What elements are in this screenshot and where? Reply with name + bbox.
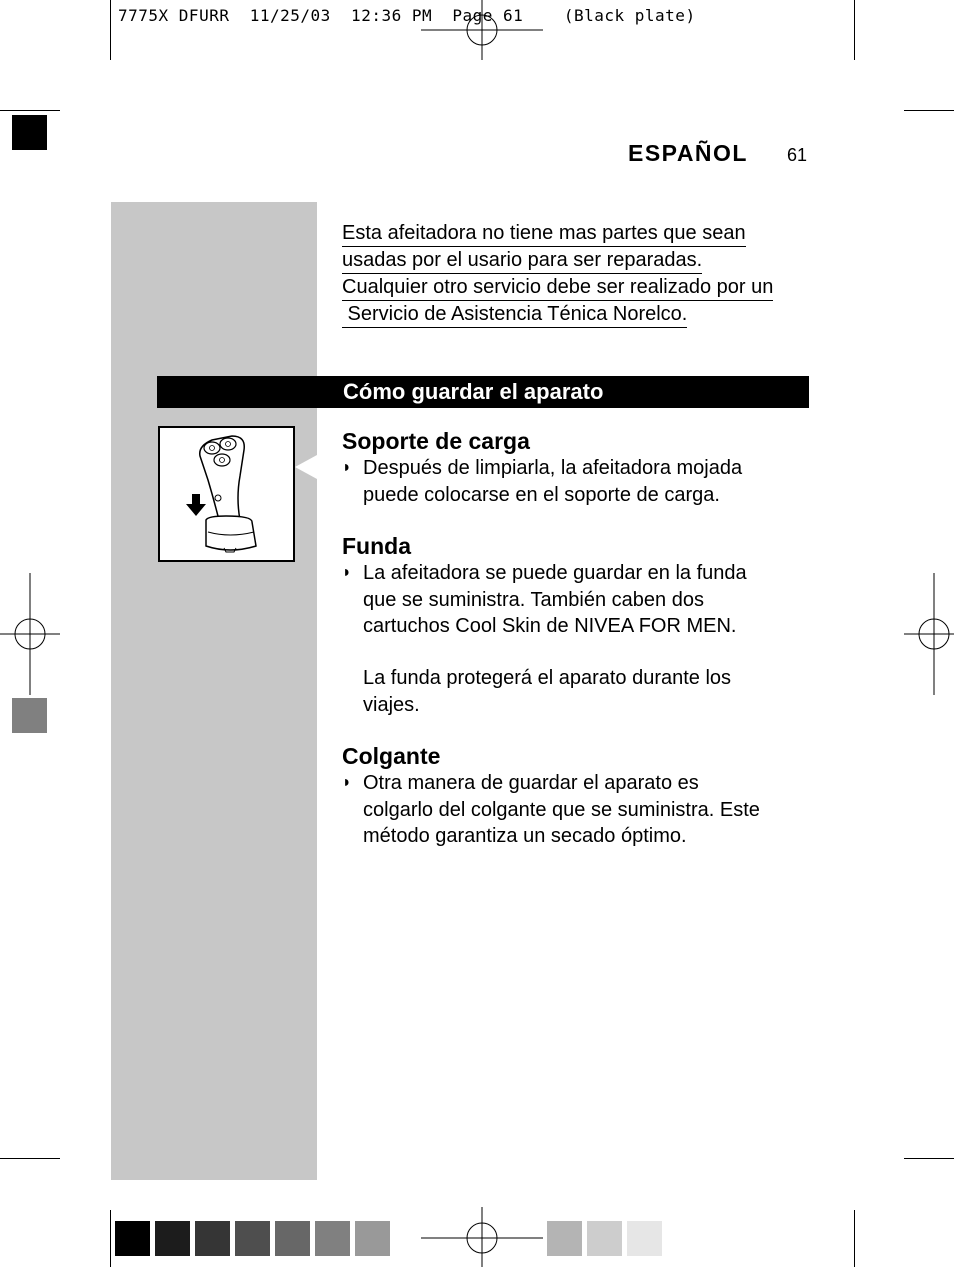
text-line: método garantiza un secado óptimo. — [363, 825, 687, 847]
color-swatch — [275, 1221, 310, 1256]
registration-mark-icon — [421, 0, 543, 60]
registration-mark-icon — [0, 573, 60, 695]
crop-mark — [854, 0, 855, 60]
bullet-icon: ◗ — [342, 774, 352, 791]
intro-line: usadas por el usario para ser reparadas. — [342, 248, 702, 274]
page-number: 61 — [787, 145, 808, 165]
heading-colgante: Colgante — [342, 743, 441, 769]
header-language: ESPAÑOL — [628, 140, 748, 166]
color-swatch — [315, 1221, 350, 1256]
shaver-illustration — [158, 426, 295, 562]
black-square-mark — [12, 115, 47, 150]
shaver-on-stand-icon — [160, 428, 293, 560]
intro-line: Esta afeitadora no tiene mas partes que sean — [342, 221, 746, 247]
text-line: que se suministra. También caben dos — [363, 588, 704, 611]
crop-mark — [0, 1158, 60, 1159]
color-swatch — [195, 1221, 230, 1256]
intro-paragraph — [342, 220, 812, 328]
bullet-icon: ◗ — [342, 564, 352, 581]
crop-mark — [904, 110, 954, 111]
section-title: Cómo guardar el aparato — [343, 379, 604, 404]
crop-mark — [110, 0, 111, 60]
intro-line: Cualquier otro servicio debe ser realizado por un — [342, 275, 773, 301]
colgante-text — [363, 770, 803, 850]
crop-mark — [0, 110, 60, 111]
illustration-pointer — [295, 455, 317, 479]
sidebar-grey-column — [111, 202, 317, 1180]
registration-mark-icon — [421, 1207, 543, 1267]
color-swatch — [627, 1221, 662, 1256]
crop-mark — [854, 1210, 855, 1267]
color-swatch — [587, 1221, 622, 1256]
text-line: puede colocarse en el soporte de carga. — [363, 483, 720, 506]
color-swatch — [547, 1221, 582, 1256]
text-line: cartuchos Cool Skin de NIVEA FOR MEN. — [363, 615, 737, 637]
registration-mark-icon — [904, 573, 954, 695]
section-title-bar — [157, 376, 809, 408]
color-swatch — [155, 1221, 190, 1256]
text-line: viajes. — [363, 693, 420, 716]
funda-text — [363, 560, 803, 640]
crop-mark — [904, 1158, 954, 1159]
text-line: Después de limpiarla, la afeitadora mojada — [363, 457, 743, 479]
grey-square-mark — [12, 698, 47, 733]
text-line: colgarlo del colgante que se suministra. Este — [363, 798, 760, 821]
print-slug: 7775X DFURR 11/25/03 12:36 PM Page 61 (Black plate) — [118, 6, 696, 25]
text-line: Otra manera de guardar el aparato es — [363, 772, 699, 794]
intro-line: Servicio de Asistencia Ténica Norelco. — [342, 302, 687, 328]
heading-funda: Funda — [342, 533, 411, 559]
text-line: La afeitadora se puede guardar en la funda — [363, 562, 747, 584]
crop-mark — [110, 1210, 111, 1267]
funda-extra-text — [363, 665, 803, 718]
soporte-text — [363, 455, 803, 508]
color-swatch — [115, 1221, 150, 1256]
color-swatch — [235, 1221, 270, 1256]
color-swatch — [355, 1221, 390, 1256]
text-line: La funda protegerá el aparato durante los — [363, 667, 732, 689]
heading-soporte: Soporte de carga — [342, 428, 530, 454]
bullet-icon: ◗ — [342, 459, 352, 476]
